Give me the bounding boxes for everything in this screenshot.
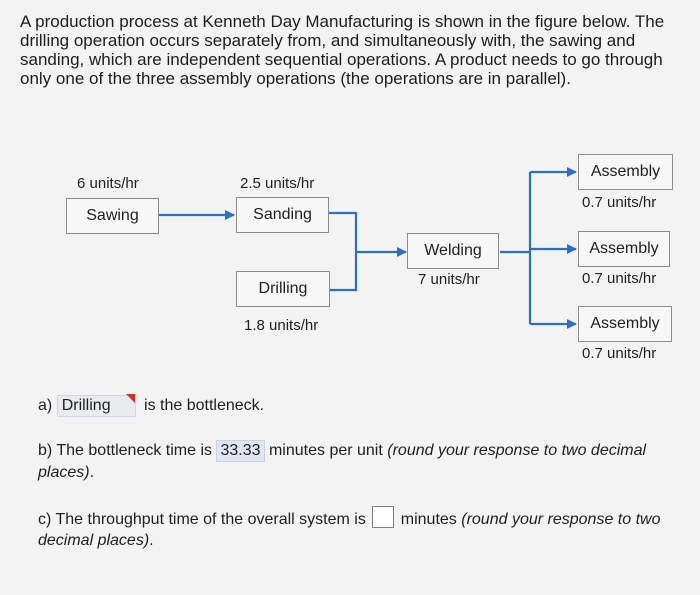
- line-sanding-merge: [328, 213, 356, 290]
- sanding-label: Sanding: [253, 206, 312, 223]
- bottleneck-time-field[interactable]: 33.33: [216, 440, 264, 462]
- assembly-label-1: Assembly: [590, 163, 661, 180]
- question-c-note: (round your response to two decimal places): [38, 511, 661, 549]
- assembly-rate-2: 0.7 units/hr: [582, 270, 657, 287]
- sanding-box: [236, 197, 329, 233]
- assembly-rate-1: 0.7 units/hr: [582, 194, 657, 211]
- question-b-prefix: b) The bottleneck time is: [38, 442, 213, 459]
- question-c-prefix: c) The throughput time of the overall system is: [38, 511, 366, 528]
- sawing-rate: 6 units/hr: [77, 175, 139, 192]
- question-b: [38, 440, 668, 483]
- sawing-box: [66, 198, 159, 234]
- sanding-rate: 2.5 units/hr: [240, 175, 315, 192]
- question-a: [38, 395, 264, 417]
- welding-label: Welding: [424, 242, 482, 259]
- assembly-label-3: Assembly: [590, 315, 660, 332]
- flag-icon: [126, 394, 135, 403]
- question-c: [38, 506, 678, 551]
- welding-rate: 7 units/hr: [418, 271, 480, 288]
- question-c-middle: minutes: [400, 511, 457, 528]
- drilling-rate: 1.8 units/hr: [244, 317, 319, 334]
- drilling-box: [236, 271, 330, 307]
- question-a-suffix: is the bottleneck.: [144, 397, 265, 414]
- assembly-rate-3: 0.7 units/hr: [582, 345, 657, 362]
- bottleneck-select[interactable]: [57, 395, 136, 417]
- drilling-label: Drilling: [258, 280, 308, 297]
- question-b-end: .: [89, 464, 95, 481]
- welding-box: [407, 233, 499, 269]
- assembly-label-2: Assembly: [589, 240, 659, 257]
- question-a-prefix: a): [38, 397, 53, 414]
- question-b-middle: minutes per unit: [268, 442, 383, 459]
- question-b-note: (round your response to two decimal places): [38, 442, 647, 481]
- assembly-box-3: [578, 306, 672, 342]
- problem-statement: A production process at Kenneth Day Manufacturing is shown in the figure below. The drilling operation occurs separately from, and simultaneously with, the sawing and sanding, which are independent sequential operations. A product needs to go through only one of the three assembly operations (the operations are in parallel).: [20, 12, 665, 88]
- assembly-box-1: [578, 154, 673, 190]
- bottleneck-select-value: Drilling: [61, 397, 111, 414]
- question-c-end: .: [149, 532, 154, 549]
- assembly-box-2: [578, 231, 670, 267]
- sawing-label: Sawing: [86, 207, 139, 224]
- throughput-time-field[interactable]: [372, 506, 394, 528]
